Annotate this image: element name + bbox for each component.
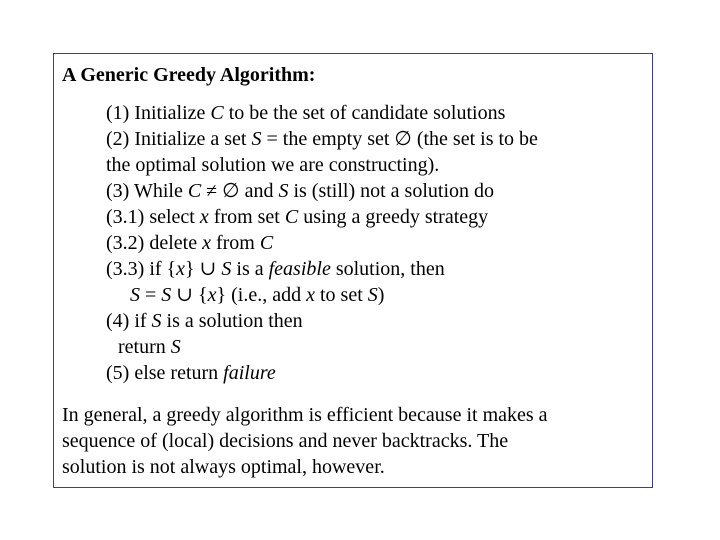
step-5 <box>106 360 538 386</box>
step-4-var-s: S <box>151 310 162 332</box>
step-4-text: (4) if <box>106 310 152 332</box>
step-3-var-s: S <box>278 180 289 202</box>
step-2-text: (2) Initialize a set <box>106 128 252 150</box>
summary-line-2: sequence of (local) decisions and never backtracks. The <box>62 430 509 452</box>
step-2-var: S <box>251 128 262 150</box>
step-3-3 <box>106 256 538 282</box>
step-3-1-text-mid: from set <box>208 206 285 228</box>
step-3-2-var-c: C <box>259 232 274 254</box>
step-4-continued <box>106 334 538 360</box>
assign-note-end: ) <box>377 284 385 306</box>
assign-note-x: x <box>306 284 315 306</box>
step-3-var-c: C <box>187 180 202 202</box>
step-2-text-end: = the empty set ∅ (the set is to be <box>261 128 538 150</box>
summary-paragraph <box>62 402 548 480</box>
step-5-failure: failure <box>223 362 276 384</box>
step-3-3-var-s: S <box>221 258 232 280</box>
step-3-2 <box>106 230 538 256</box>
step-1 <box>106 100 538 126</box>
step-3-3-text-mid: is a <box>231 258 269 280</box>
step-3-3-var-x: x <box>176 258 186 280</box>
step-3-3-text: (3.3) if { <box>106 258 177 280</box>
step-5-text: (5) else return <box>106 362 224 384</box>
step-3-3-union: } ∪ <box>185 258 222 280</box>
step-4 <box>106 308 538 334</box>
step-3-1-text: (3.1) select <box>106 206 200 228</box>
step-1-var: C <box>210 102 224 124</box>
algorithm-steps <box>106 100 538 386</box>
step-3-3-feasible: feasible <box>268 258 331 280</box>
step-3-1 <box>106 204 538 230</box>
step-1-text-end: to be the set of candidate solutions <box>223 102 506 124</box>
step-3-2-text: (3.2) delete <box>106 232 203 254</box>
step-2-continued: the optimal solution we are constructing). <box>106 154 440 176</box>
assign-note: } (i.e., add <box>216 284 307 306</box>
page-title: A Generic Greedy Algorithm: <box>62 64 316 86</box>
step-3-1-var-x: x <box>199 206 209 228</box>
step-3-text-end: is (still) not a solution do <box>288 180 495 202</box>
assign-var-s: S <box>130 284 140 306</box>
step-3-2-text-mid: from <box>210 232 260 254</box>
step-3-3-text-end: solution, then <box>330 258 445 280</box>
assign-note-s: S <box>367 284 378 306</box>
assign-var-s2: S <box>161 284 172 306</box>
step-2 <box>106 126 538 152</box>
step-3-3-continued <box>106 282 538 308</box>
summary-line-1: In general, a greedy algorithm is efficient because it makes a <box>62 404 548 426</box>
step-3-1-text-end: using a greedy strategy <box>298 206 489 228</box>
summary-line-3: solution is not always optimal, however. <box>62 456 385 478</box>
step-3-1-var-c: C <box>284 206 299 228</box>
assign-var-x: x <box>207 284 217 306</box>
assign-union: ∪ { <box>171 284 208 306</box>
return-text: return <box>118 336 171 358</box>
step-3-text-mid: ≠ ∅ and <box>201 180 279 202</box>
step-3-text: (3) While <box>106 180 188 202</box>
assign-note-mid: to set <box>315 284 368 306</box>
step-1-text: (1) Initialize <box>106 102 211 124</box>
step-3-2-var-x: x <box>202 232 211 254</box>
return-var-s: S <box>170 336 181 358</box>
step-4-text-end: is a solution then <box>161 310 303 332</box>
assign-eq: = <box>140 284 162 306</box>
step-3 <box>106 178 538 204</box>
